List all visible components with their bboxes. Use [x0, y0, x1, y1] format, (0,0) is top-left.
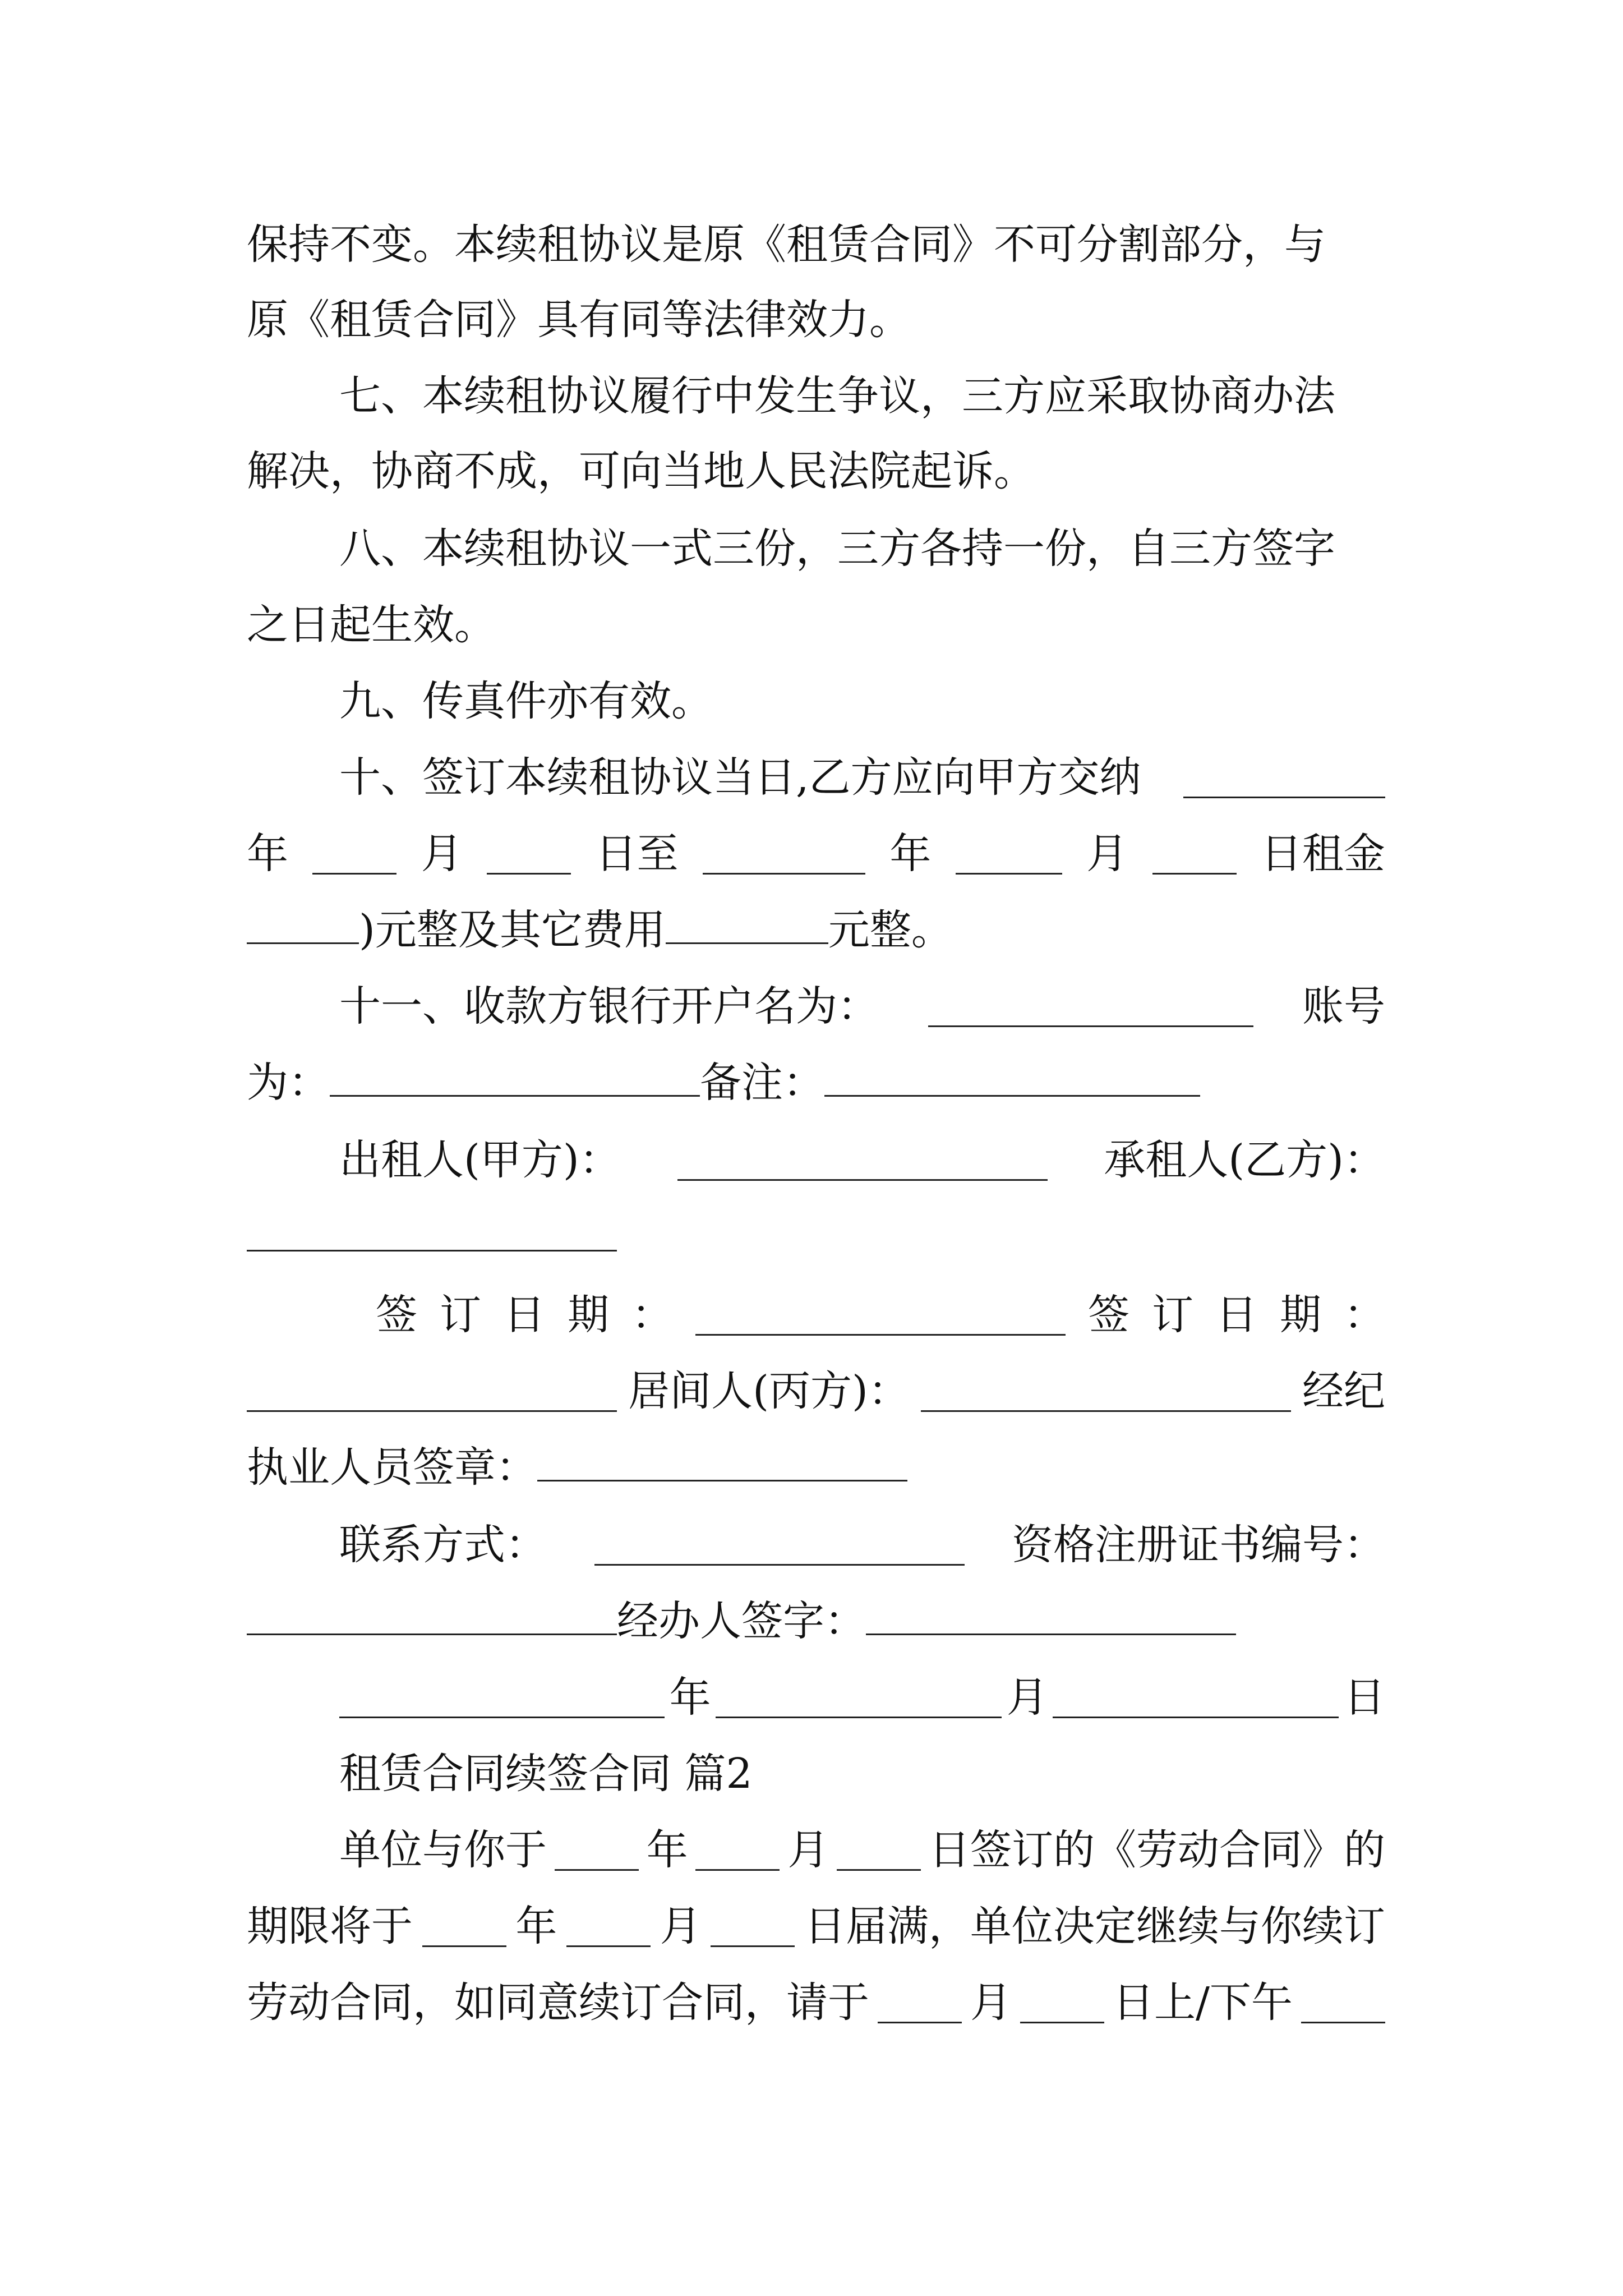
line-text: 日上/下午 [1113, 1978, 1293, 2027]
clause-10-line [339, 740, 1385, 815]
line-text: )元整及其它费用 [359, 906, 666, 954]
account-name-blank[interactable] [928, 986, 1253, 1027]
contract-line [247, 1966, 1385, 2040]
month-label: 月 [1086, 830, 1128, 878]
line-char: 期 [568, 1291, 609, 1339]
line-text: 为： [247, 1059, 330, 1107]
line-text: 日届满，单位决定继续与你续订 [804, 1902, 1385, 1950]
day-blank[interactable] [711, 1906, 795, 1947]
account-number-blank[interactable] [330, 1056, 700, 1097]
line-text: 九、传真件亦有效。 [339, 677, 713, 725]
line-char: 订 [440, 1291, 481, 1339]
line-text: 备注： [700, 1059, 824, 1107]
start-month-blank[interactable] [487, 833, 571, 874]
month-blank[interactable] [566, 1906, 651, 1947]
month-label: 月 [660, 1902, 702, 1950]
date-line [339, 1660, 1385, 1734]
month-label: 月 [421, 830, 463, 878]
signature-line [247, 1200, 1385, 1274]
line-char: ： [1344, 1291, 1385, 1339]
contract-line [339, 1813, 1385, 1887]
line-text: 期限将于 [247, 1902, 413, 1950]
month-blank[interactable] [878, 1982, 962, 2023]
text-line [247, 283, 1385, 357]
day-blank[interactable] [1020, 1982, 1104, 2023]
line-text: 七、本续租协议履行中发生争议，三方应采取协商办法 [339, 372, 1335, 420]
rent-label: 日租金 [1260, 830, 1385, 878]
line-char: 签 [376, 1291, 417, 1339]
agent-seal-line [247, 1430, 1385, 1504]
lessee-label: 承租人(乙方)： [1104, 1136, 1385, 1184]
line-char: 日 [1216, 1291, 1257, 1339]
fees-line [247, 893, 1385, 967]
contact-blank[interactable] [594, 1524, 965, 1565]
day-to-label: 日至 [595, 830, 679, 878]
rent-period-line [247, 817, 1385, 891]
handler-signature-blank[interactable] [866, 1594, 1236, 1635]
line-text: 经纪 [1302, 1367, 1385, 1415]
line-text: 解决，协商不成，可向当地人民法院起诉。 [247, 447, 1035, 495]
rent-amount-blank[interactable] [247, 903, 359, 944]
amount-blank[interactable] [1183, 757, 1385, 798]
clause-8-line [339, 512, 1385, 586]
year-label: 年 [646, 1826, 688, 1874]
month-label: 月 [1006, 1673, 1048, 1722]
section-title: 租赁合同续签合同 篇2 [339, 1750, 753, 1798]
text-line [247, 588, 1385, 662]
handler-line [247, 1584, 1385, 1658]
year-blank[interactable] [339, 1677, 665, 1718]
line-char: ： [631, 1291, 673, 1339]
contact-line [339, 1508, 1385, 1582]
sign-date-blank[interactable] [695, 1294, 1066, 1335]
line-char: 期 [1280, 1291, 1321, 1339]
clause-9-line [339, 664, 1385, 738]
lessor-signature-blank[interactable] [677, 1139, 1048, 1180]
section-heading [339, 1737, 1385, 1811]
line-text: 八、本续租协议一式三份，三方各持一份，自三方签字 [339, 524, 1335, 573]
handler-label: 经办人签字： [617, 1597, 866, 1645]
line-char: 签 [1088, 1291, 1129, 1339]
sign-date-blank[interactable] [247, 1370, 617, 1411]
line-text: 账号 [1302, 982, 1385, 1030]
line-text: 执业人员签章： [247, 1443, 537, 1492]
end-day-blank[interactable] [1152, 833, 1237, 874]
line-char: 日 [504, 1291, 545, 1339]
end-year-blank[interactable] [703, 833, 865, 874]
line-text: 之日起生效。 [247, 601, 496, 649]
line-char: 订 [1152, 1291, 1193, 1339]
lessee-signature-blank[interactable] [247, 1211, 617, 1251]
month-label: 月 [787, 1826, 829, 1874]
other-fees-blank[interactable] [666, 903, 828, 944]
year-blank[interactable] [555, 1829, 639, 1870]
year-blank[interactable] [422, 1906, 506, 1947]
year-label: 年 [669, 1673, 711, 1722]
line-text: 十一、收款方银行开户名为： [339, 982, 879, 1030]
year-label: 年 [247, 830, 288, 878]
year-label: 年 [515, 1902, 557, 1950]
month-label: 月 [970, 1978, 1012, 2027]
text-line [247, 208, 1385, 282]
month-blank[interactable] [695, 1829, 780, 1870]
intermediary-line [247, 1354, 1385, 1428]
contact-label: 联系方式： [339, 1521, 547, 1569]
parties-line [339, 1123, 1385, 1197]
line-text: 元整。 [828, 906, 953, 954]
day-blank[interactable] [1053, 1677, 1339, 1718]
sign-date-line [376, 1278, 1385, 1352]
certificate-label: 资格注册证书编号： [1012, 1521, 1385, 1569]
line-text: 原《租赁合同》具有同等法律效力。 [247, 296, 911, 344]
start-year-blank[interactable] [312, 833, 396, 874]
contract-line [247, 1889, 1385, 1963]
day-label: 日 [1343, 1673, 1385, 1722]
bank-account-line [339, 969, 1385, 1043]
line-text: 劳动合同，如同意续订合同，请于 [247, 1978, 869, 2027]
month-blank[interactable] [716, 1677, 1002, 1718]
line-text: 十、签订本续租协议当日,乙方应向甲方交纳 [339, 753, 1141, 802]
line-text: 日签订的《劳动合同》的 [928, 1826, 1385, 1874]
text-line [247, 434, 1385, 508]
lessor-label: 出租人(甲方)： [339, 1136, 621, 1184]
intermediary-label: 居间人(丙方)： [628, 1367, 910, 1415]
line-text: 保持不变。本续租协议是原《租赁合同》不可分割部分，与 [247, 220, 1326, 269]
line-text: 单位与你于 [339, 1826, 547, 1874]
day-blank[interactable] [837, 1829, 921, 1870]
clause-7-line [339, 359, 1385, 433]
remark-blank[interactable] [824, 1056, 1200, 1097]
agent-seal-blank[interactable] [537, 1441, 907, 1481]
time-blank[interactable] [1301, 1982, 1385, 2023]
account-number-line [247, 1046, 1385, 1120]
certificate-number-blank[interactable] [247, 1594, 617, 1635]
year-label: 年 [889, 830, 932, 878]
end-month-blank[interactable] [956, 833, 1062, 874]
intermediary-signature-blank[interactable] [921, 1370, 1291, 1411]
